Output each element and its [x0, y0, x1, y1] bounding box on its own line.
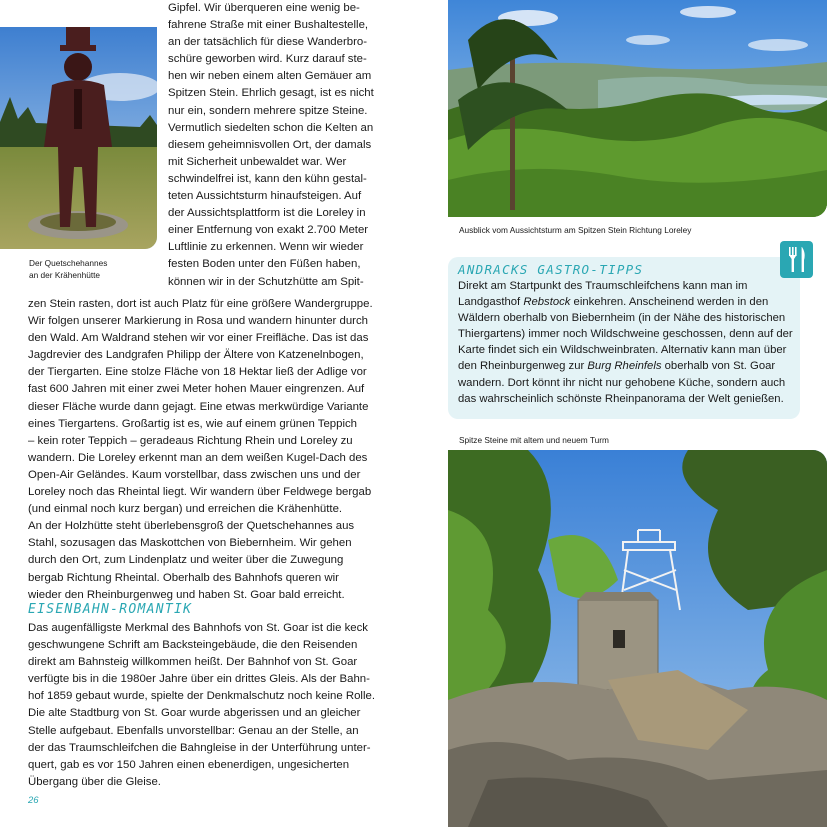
text-line: der das Traumschleifchen die Bahngleise in der Unterführung unter-: [28, 741, 371, 754]
text-line: können wir in der Schutzhütte am Spit-: [168, 275, 364, 288]
text-line: direkt am Bahnsteig willkommen heißt. Der Bahnhof von St. Goar: [28, 656, 358, 669]
tip-line: Wäldern oberhalb von Biebernheim (in der Nähe des historischen: [458, 312, 786, 325]
text-line: schwindelfrei ist, kann den kühn gestal-: [168, 172, 367, 185]
tip-line: wandern. Dort könnt ihr nicht nur gehobene Küche, sondern auch: [458, 376, 786, 389]
spitze-steine-caption: Spitze Steine mit altem und neuem Turm: [459, 435, 609, 445]
gastro-tips-text: [458, 278, 798, 407]
body-text-full: [28, 296, 378, 604]
text-line: Das augenfälligste Merkmal des Bahnhofs von St. Goar ist die keck: [28, 622, 368, 634]
text-line: der Tiergarten. Eine stolze Fläche von 18 Hektar ließ der Adlige vor: [28, 366, 367, 379]
spitze-steine-photo: [448, 450, 827, 827]
text-line: teten Aussichtsturm hinaufsteigen. Auf: [168, 190, 362, 203]
text-line: festen Boden unter den Füßen haben,: [168, 258, 361, 271]
quetschehannes-photo: [0, 27, 157, 249]
text-line: hen wir neben einem alten Gemäuer am: [168, 70, 372, 83]
text-line: dieser Fläche wurde dann gejagt. Eine etwas merkwürdige Variante: [28, 400, 369, 413]
loreley-view-photo: [448, 0, 827, 217]
body-text-wrap: [168, 0, 378, 291]
text-line: den Wald. Am Waldrand stehen wir vor einer Freifläche. Das ist das: [28, 332, 369, 345]
tip-line: Direkt am Startpunkt des Traumschleifchens kann man im: [458, 280, 748, 292]
fork-knife-icon: [780, 241, 813, 278]
tip-line: Thiergartens) immer noch Wildschweine geschossen, denn auf der: [458, 328, 793, 341]
text-line: geschwungene Schrift am Backsteingebäude, die den Reisenden: [28, 639, 358, 652]
quetschehannes-caption: [29, 257, 107, 281]
text-line: schüre geworben wird. Kurz darauf ste-: [168, 53, 367, 66]
text-line: der Aussichtsplattform ist die Loreley in: [168, 207, 366, 220]
place-name: Rebstock: [523, 296, 571, 309]
text-line: verfügte bis in die 1980er Jahre über ein drittes Gleis. Als der Bahn-: [28, 673, 370, 686]
text-line: an der tatsächlich für diese Wanderbro-: [168, 36, 368, 49]
text-line: Gipfel. Wir überqueren eine wenig be-: [168, 2, 360, 14]
text-line: zen Stein rasten, dort ist auch Platz für eine größere Wandergruppe.: [28, 298, 373, 310]
text-line: wieder den Rheinburgenweg und haben St. Goar bald erreicht.: [28, 588, 345, 601]
text-line: An der Holzhütte steht überlebensgroß der Quetschehannes aus: [28, 520, 355, 533]
text-line: durch den Ort, zum Lindenplatz und weiter über die Zuwegung: [28, 554, 344, 567]
text-line: (und einmal noch kurz bergan) und erreichen die Krähenhütte.: [28, 503, 343, 516]
tip-line: den Rheinburgenweg zur Burg Rheinfels oberhalb von St. Goar: [458, 360, 776, 373]
text-line: Open-Air Geländes. Kaum vorstellbar, dass zwischen uns und der: [28, 468, 361, 481]
caption-line: Der Quetschehannes: [29, 258, 108, 268]
text-line: fahrene Straße mit einer Bushaltestelle,: [168, 19, 369, 32]
text-line: Luftlinie zu erkennen. Wenn wir wieder: [168, 241, 364, 254]
text-line: wandern. Die Loreley erkennt man an dem weißen Kugel-Dach des: [28, 451, 368, 464]
text-line: Übergang über die Gleise.: [28, 775, 161, 788]
gastro-tips-heading: ANDRACKS GASTRO-TIPPS: [458, 262, 644, 277]
text-line: Stelle aufgebaut. Ebenfalls unvorstellbar: Genau an der Stelle, an: [28, 724, 359, 737]
text-line: nur ein, sondern mehrere spitze Steine.: [168, 104, 368, 117]
caption-line: an der Krähenhütte: [29, 270, 101, 280]
text-line: Loreley noch das Rheintal liegt. Wir wandern über Feldwege bergab: [28, 486, 372, 499]
text-line: Wir folgen unserer Markierung in Rosa und wandern hinunter durch: [28, 315, 369, 328]
text-line: Vermutlich siedelten schon die Kelten an: [168, 121, 374, 134]
text-line: einer Entfernung von exakt 2.700 Meter: [168, 224, 369, 237]
text-line: bergab Richtung Rheintal. Oberhalb des Bahnhofs queren wir: [28, 571, 339, 584]
text-line: quert, gab es vor 150 Jahren einen ebenerdigen, ungesicherten: [28, 758, 350, 771]
text-line: Die alte Stadtburg von St. Goar wurde abgerissen und an gleicher: [28, 707, 361, 720]
text-line: hof 1859 gebaut wurde, spielte der Denkmalschutz noch keine Rolle.: [28, 690, 375, 703]
tip-line: das wahrscheinlich schönste Rheinpanorama der Welt genießen.: [458, 392, 784, 405]
section-text: [28, 620, 378, 791]
place-name: Burg Rheinfels: [587, 360, 662, 373]
text-line: fast 600 Jahren mit einer zwei Meter hohen Mauer eingrenzen. Auf: [28, 383, 365, 396]
section-heading-eisenbahn: EISENBAHN-ROMANTIK: [28, 602, 193, 617]
tip-line: Karte findet sich ein Wildschweinbraten. Alternativ kann man über: [458, 344, 787, 357]
page-number: 26: [28, 795, 39, 806]
text-line: eines Tiergartens. Großartig ist es, wie auf einem grünen Teppich: [28, 417, 358, 430]
text-line: mit Sicherheit unbewaldet war. Wer: [168, 155, 347, 168]
text-line: diesem geheimnisvollen Ort, der damals: [168, 138, 372, 151]
loreley-view-caption: Ausblick vom Aussichtsturm am Spitzen Stein Richtung Loreley: [459, 225, 692, 235]
tip-line: Landgasthof Rebstock einkehren. Anscheinend werden in den: [458, 296, 769, 309]
text-line: Spitzen Stein. Ehrlich gesagt, ist es nicht: [168, 87, 374, 100]
text-line: Jagdrevier des Landgrafen Philipp der Ältere von Katzenelnbogen,: [28, 349, 364, 362]
text-line: Stahl, sozusagen das Maskottchen von Biebernheim. Wir gehen: [28, 537, 352, 550]
text-line: – kein roter Teppich – geradeaus Richtung Rhein und Loreley zu: [28, 434, 353, 447]
